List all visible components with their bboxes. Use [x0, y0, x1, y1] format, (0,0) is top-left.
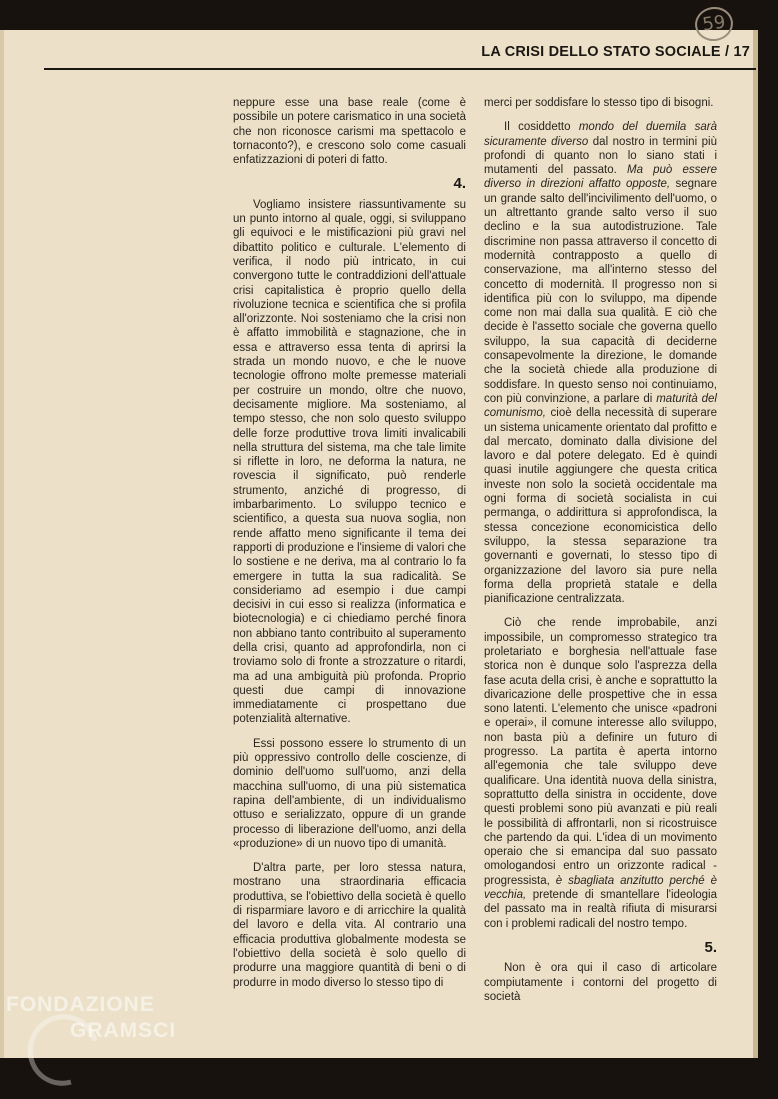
text-run: Il cosiddetto	[504, 121, 579, 134]
paragraph: D'altra parte, per loro stessa natura, mostrano una straordinaria efficacia produttiva, se l'obiettivo della società è quello di risparmiare lavoro e di arricchire la qualità del lavoro e della vita. Al contrario una efficacia produttiva globalmente modesta se l'obiettivo della società è solo quello di produrre una maggiore quantità di beni o di produrre in modo diverso lo stesso tipo di	[233, 862, 466, 989]
text-run: dal nostro in termini più profondi di quanto non lo siano stati i mutamenti del passato.	[484, 135, 718, 177]
text-run: Ciò che rende improbabile, anzi impossibile, un compromesso strategico tra proletariato e borghesia nell'attuale fase storica non è dunque solo l'asprezza della fase acuta della crisi, è anche e soprattutto la divaricazione delle prospettive che in essa sono latenti. L'elemento che unisce «padroni e operai», il comune interesse allo sviluppo, non basta più a definire un futuro di progresso. La partita è aperta intorno all'egemonia che tale sviluppo deve qualificare. Una identità nuova della sinistra, soprattutto della sinistra in occidente, dove questi problemi sono più avanzati e più reali le possibilità di affrontarli, non si ricostruisce che partendo da qui. L'idea di un movimento operaio che si emancipa dal suo passato omologandosi entro un orizzonte radical - progressista,	[484, 617, 717, 887]
paragraph: Essi possono essere lo strumento di un più oppressivo controllo delle coscienze, di dominio dell'uomo sull'uomo, anzi della macchina sull'uomo, di una più sistematica rapina dell'ambiente, di un individualismo ottuso e serializzato, oppure di un grande processo di liberazione dell'uomo, anzi della «produzione» di un nuovo tipo di umanità.	[233, 737, 466, 850]
text-column-left	[233, 96, 466, 990]
paragraph	[484, 120, 717, 606]
paragraph: merci per soddisfare lo stesso tipo di bisogni.	[484, 97, 714, 109]
running-title: LA CRISI DELLO STATO SOCIALE / 17	[481, 44, 750, 60]
handwritten-page-mark: 59	[693, 5, 735, 44]
watermark-line: FONDAZIONE	[6, 993, 155, 1016]
text-run: cioè della necessità di superare un sistema unicamente orientato dal profitto e dal mercato, dominato dalla divisione del lavoro e dal potere delegato. Ed è quindi quasi inutile aggiungere che questa critica investe non solo la società occidentale ma ogni forma di società socialista in cui permanga, o addirittura si approfondisca, la stessa concezione economicistica dello sviluppo, la stessa separazione tra governanti e governati, lo stesso tipo di organizzazione del lavoro sia pure nella forma della proprietà statale e della pianificazione centralizzata.	[484, 407, 717, 606]
italic-text-run: mondo del duemila sarà sicuramente diverso	[484, 121, 717, 148]
italic-text-run: è sbagliata anzitutto perché è vecchia,	[484, 874, 717, 902]
paragraph	[484, 616, 717, 931]
paragraph: neppure esse una base reale (come è possibile un potere carismatico in una società che non riconosce carismi ma spettacolo e tornaconto?), e crescono solo come casuali enfatizzazioni di poteri di fatto.	[233, 97, 466, 167]
text-run: segnare un grande salto dell'incivilimento dell'uomo, o un altrettanto grande salto verso il suo declino e la sua autodistruzione. Tale discrimine non passa attraverso il concetto di modernità contrapposto a quello di conservazione, ma all'interno stesso del concetto di modernità. Il progresso non si identifica più con lo sviluppo, ma dipende come non mai dalla sua qualità. E ciò che decide è l'assetto sociale che governa quello sviluppo, la sua capacità di deciderne consapevolmente la direzione, le domande che la società chiede alla produzione di soddisfare. In questo senso noi continuiamo, con più convinzione, a parlare di	[484, 178, 717, 405]
watermark-line: GRAMSCI	[70, 1019, 177, 1042]
paragraph: Vogliamo insistere riassuntivamente su un punto intorno al quale, oggi, si sviluppano gli equivoci e le mistificazioni più gravi nel dibattito politico e culturale. L'elemento di verifica, il nodo più intricato, in cui convergono tutte le contraddizioni dell'attuale crisi capitalistica è proprio quello della rivoluzione tecnica e scientifica che si profila all'orizzonte. Noi sosteniamo che la crisi non è affatto immobilità e stagnazione, che in essa e attraverso essa tenta di aprirsi la strada un mondo nuovo, e che le nuove tecnologie offrono molte premesse materiali per costruire un mondo, oltre che nuovo, decisamente migliore. Ma sosteniamo, al tempo stesso, che non solo questo sviluppo delle forze produttive trova limiti invalicabili nella struttura del sistema, ma che tale limite si riflette in loro, ne deforma la natura, ne rovescia il significato, può renderle strumento, anziché di progresso, di imbarbarimento. Lo sviluppo tecnico e scientifico, a questa sua nuova soglia, non rende affatto meno significante il tema dei rapporti di produzione e l'insieme di valori che lo sostiene e ne deriva, ma al contrario lo fa emergere in tutta la sua radicalità. Se consideriamo ad esempio i due campi decisivi in cui esso si realizza (informatica e biotecnologia) e ci chiediamo perché finora non abbiano tanto contribuito al superamento della crisi, quanto ad approfondirla, non ci troviamo solo di fronte a strozzature o ritardi, ma ad una ambiguità più profonda. Proprio questi due campi di innovazione immediatamente ci prospettano due potenzialità alternative.	[233, 198, 466, 726]
italic-text-run: maturità del comunismo,	[484, 392, 717, 420]
text-column-right	[484, 96, 717, 1004]
italic-text-run: Ma può essere diverso in direzioni affatto opposte,	[484, 164, 718, 191]
section-number-5: 5.	[704, 938, 717, 956]
header-rule	[44, 68, 756, 70]
section-number-4: 4.	[453, 175, 466, 193]
paragraph: Non è ora qui il caso di articolare compiutamente i contorni del progetto di società	[484, 962, 717, 1003]
page-edge	[753, 30, 758, 1058]
text-run: pretende di smantellare l'ideologia del passato ma in realtà rifiuta di misurarsi con i problemi radicali del nostro tempo.	[484, 889, 717, 930]
